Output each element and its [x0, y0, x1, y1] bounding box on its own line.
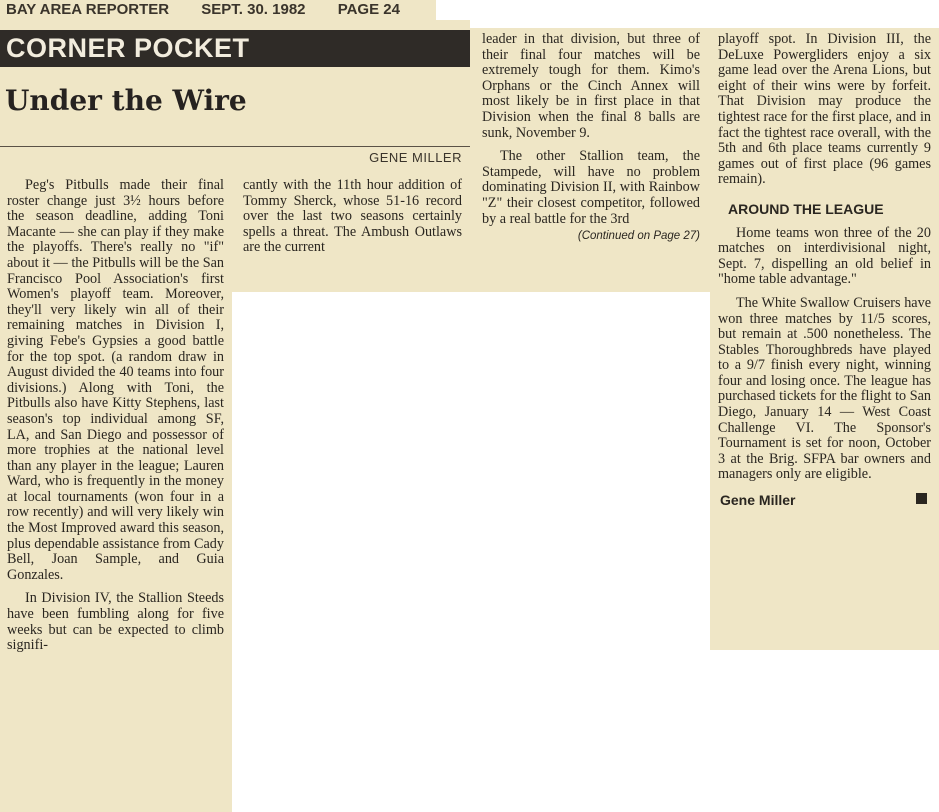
- page-number: PAGE 24: [337, 1, 400, 18]
- issue-date: SEPT. 30. 1982: [201, 1, 306, 18]
- column-4: [710, 28, 939, 650]
- paragraph: Peg's Pitbulls made their final roster change just 3½ hours before the season deadline, adding Toni Macante — she can play if they make the playoffs. There's really no "if" about it — the Pitbulls will be the San Francisco Pool Association's first Women's playoff team. Moreover, they'll very likely win all of their remaining matches in Division I, giving Febe's Gypsies a good battle for the top spot. (a random draw in August divided the 40 teams into four divisions.) Along with Toni, the Pitbulls also have Kitty Stephens, last season's top individual among SF, LA, and San Diego and possessor of more trophies at the national level than any player in the league; Lauren Ward, who is frequently in the money at local tournaments (won four in a row recently) and will very likely win the Most Improved award this season, plus dependable assistance from Cady Bell, Joan Sample, and Guia Gonzales.: [7, 177, 224, 583]
- byline-divider: [0, 146, 470, 147]
- paragraph: The other Stallion team, the Stampede, will have no problem dominating Division II, with Rainbow "Z" their closest competitor, followed by a real battle for the 3rd: [482, 148, 700, 227]
- column-kicker: CORNER POCKET: [0, 30, 470, 67]
- paragraph: leader in that division, but three of their final four matches will be extremely tough for them. Kimo's Orphans or the Cinch Annex will most likely be in first place in that Division when the final 8 balls are sunk, November 9.: [482, 31, 700, 141]
- byline: GENE MILLER: [369, 150, 462, 165]
- column-3: [470, 28, 710, 292]
- article-header: [0, 20, 470, 170]
- end-mark-icon: [916, 493, 927, 504]
- paragraph: cantly with the 11th hour addition of Tommy Sherck, whose 51-16 record over the last two seasons certainly spells a threat. The Ambush Outlaws are the current: [243, 177, 462, 256]
- column-1: [0, 170, 232, 812]
- signoff: [718, 493, 931, 511]
- paragraph: In Division IV, the Stallion Steeds have been fumbling along for five weeks but can be expected to climb signifi-: [7, 590, 224, 654]
- author-signoff: Gene Miller: [720, 492, 796, 509]
- paragraph: playoff spot. In Division III, the DeLuxe Powergliders enjoy a six game lead over the Arena Lions, but eight of their wins were by forfeit. That Division may produce the tightest race for the first place, and in fact the tightest race overall, with the 5th and 6th place teams currently 9 games out of first place (96 games remain).: [718, 31, 931, 188]
- column-2: [232, 170, 470, 292]
- paragraph: Home teams won three of the 20 matches on interdivisional night, Sept. 7, dispelling an old belief in "home table advantage.": [718, 224, 931, 288]
- masthead: [0, 0, 436, 20]
- paragraph: The White Swallow Cruisers have won three matches by 11/5 scores, but remain at .500 nonetheless. The Stables Thoroughbreds have played to a 9/7 finish every night, winning four and losing once. The league has purchased tickets for the flight to San Diego, January 14 — West Coast Challenge VI. The Sponsor's Tournament is set for noon, October 3 at the Brig. SFPA bar owners and managers only are eligible.: [718, 294, 931, 483]
- section-subhead: AROUND THE LEAGUE: [728, 200, 884, 217]
- publication-name: BAY AREA REPORTER: [6, 1, 170, 18]
- article-headline: Under the Wire: [5, 84, 247, 117]
- continuation-note: (Continued on Page 27): [577, 230, 700, 243]
